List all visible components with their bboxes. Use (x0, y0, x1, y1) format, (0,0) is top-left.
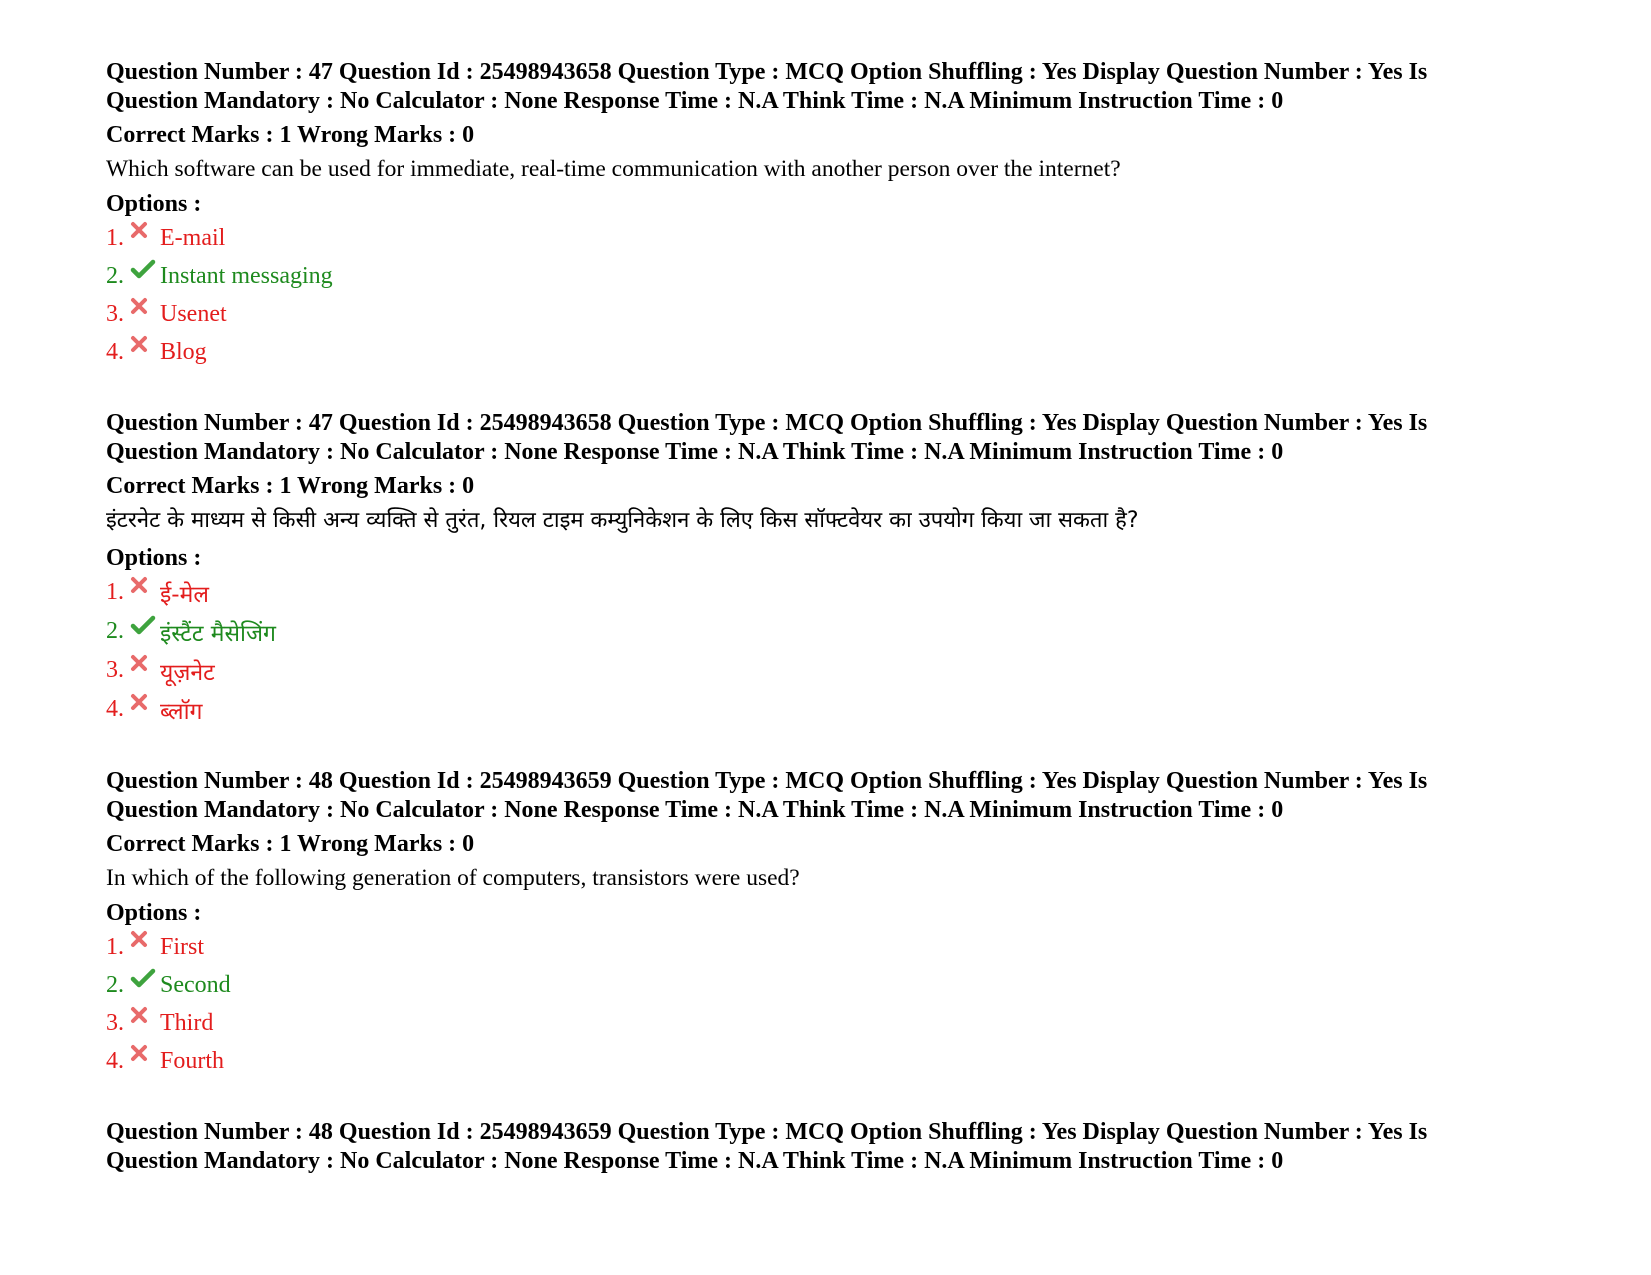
cross-icon (130, 930, 160, 952)
option-number: 1. (106, 933, 124, 960)
question-block-47-english (106, 58, 1546, 371)
option-text: ब्लॉग (160, 698, 203, 725)
option-number: 3. (106, 1009, 124, 1036)
question-block-47-hindi (106, 409, 1546, 729)
cross-icon (130, 654, 160, 676)
option-number: 1. (106, 579, 124, 605)
question-meta-line-2: Question Mandatory : No Calculator : None Response Time : N.A Think Time : N.A Minimum Instruction Time : 0 (106, 439, 1284, 465)
question-text: Which software can be used for immediate, real-time communication with another person over the internet? (106, 156, 1121, 182)
option-number: 2. (106, 971, 124, 998)
option-item (106, 573, 1546, 612)
option-number: 4. (106, 1047, 124, 1074)
option-text: Usenet (160, 300, 227, 327)
question-block-48-hindi (106, 1118, 1546, 1176)
options-label: Options : (106, 545, 202, 571)
option-item (106, 612, 1546, 651)
option-text: Third (160, 1009, 214, 1036)
question-block-48-english (106, 767, 1546, 1080)
cross-icon (130, 1006, 160, 1028)
option-item (106, 1042, 1546, 1080)
question-text: इंटरनेट के माध्यम से किसी अन्य व्यक्ति से तुरंत, रियल टाइम कम्युनिकेशन के लिए किस सॉफ्टवेयर का उपयोग किया जा सकता है? (106, 508, 1139, 533)
option-text: Fourth (160, 1047, 225, 1074)
cross-icon (130, 221, 160, 243)
option-item (106, 257, 1546, 295)
question-meta-line-1: Question Number : 47 Question Id : 25498943658 Question Type : MCQ Option Shuffling : Yes Display Question Number : Yes Is (106, 410, 1428, 436)
options-label: Options : (106, 191, 202, 217)
option-number: 2. (106, 262, 124, 289)
option-number: 4. (106, 338, 124, 365)
option-text: इंस्टैंट मैसेजिंग (160, 620, 277, 647)
question-meta-line-2: Question Mandatory : No Calculator : None Response Time : N.A Think Time : N.A Minimum Instruction Time : 0 (106, 797, 1284, 823)
question-meta-line-1: Question Number : 48 Question Id : 25498943659 Question Type : MCQ Option Shuffling : Yes Display Question Number : Yes Is (106, 768, 1428, 794)
option-text: First (160, 933, 205, 960)
check-icon (130, 259, 160, 281)
option-item (106, 333, 1546, 371)
cross-icon (130, 693, 160, 715)
option-item (106, 651, 1546, 690)
question-marks: Correct Marks : 1 Wrong Marks : 0 (106, 473, 475, 499)
question-meta-line-2: Question Mandatory : No Calculator : None Response Time : N.A Think Time : N.A Minimum Instruction Time : 0 (106, 88, 1284, 114)
option-number: 3. (106, 300, 124, 327)
question-text: In which of the following generation of computers, transistors were used? (106, 865, 800, 891)
option-number: 2. (106, 618, 124, 644)
option-number: 1. (106, 224, 124, 251)
option-number: 4. (106, 696, 124, 722)
option-item (106, 928, 1546, 966)
cross-icon (130, 335, 160, 357)
option-item (106, 966, 1546, 1004)
option-text: यूज़नेट (160, 659, 215, 686)
question-meta-line-1: Question Number : 48 Question Id : 25498943659 Question Type : MCQ Option Shuffling : Yes Display Question Number : Yes Is (106, 1119, 1428, 1145)
option-item (106, 295, 1546, 333)
question-marks: Correct Marks : 1 Wrong Marks : 0 (106, 831, 475, 857)
question-meta-line-2: Question Mandatory : No Calculator : None Response Time : N.A Think Time : N.A Minimum Instruction Time : 0 (106, 1148, 1284, 1174)
check-icon (130, 615, 160, 637)
option-item (106, 1004, 1546, 1042)
check-icon (130, 968, 160, 990)
option-text: ई-मेल (160, 581, 209, 608)
option-item (106, 219, 1546, 257)
cross-icon (130, 297, 160, 319)
option-text: Blog (160, 338, 207, 365)
question-marks: Correct Marks : 1 Wrong Marks : 0 (106, 122, 475, 148)
option-item (106, 690, 1546, 729)
option-number: 3. (106, 657, 124, 683)
cross-icon (130, 1044, 160, 1066)
option-text: Instant messaging (160, 262, 333, 289)
cross-icon (130, 576, 160, 598)
option-text: E-mail (160, 224, 226, 251)
option-text: Second (160, 971, 231, 998)
question-meta-line-1: Question Number : 47 Question Id : 25498943658 Question Type : MCQ Option Shuffling : Yes Display Question Number : Yes Is (106, 59, 1428, 85)
options-label: Options : (106, 900, 202, 926)
question-paper (106, 58, 1546, 1214)
